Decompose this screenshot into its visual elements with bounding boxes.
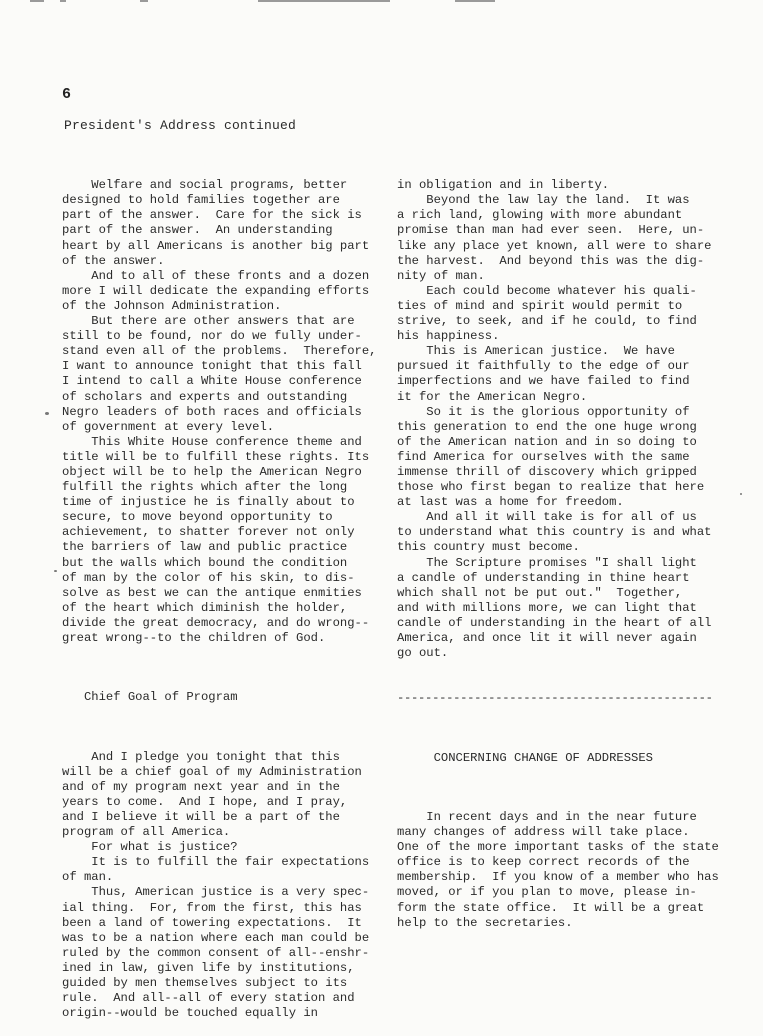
left-text-block-1: Welfare and social programs, better designed to hold families together are part of the answer. Care for the sick is part of the answer. An understanding heart by all Americans is another big part of the answer. And to all of these fronts and a dozen more I will dedicate the expanding efforts of the Johnson Administration. But there are other answers that are still to be found, nor do we fully under- stand even all of the problems. Therefore, I want to announce tonight that this fall I intend to call a White House conference of scholars and experts and outstanding Negro leaders of both races and officials of government at every level. This White House conference theme and title will be to fulfill these rights. Its object will be to help the American Negro fulfill the rights which after the long time of injustice he is finally about to secure, to move beyond opportunity to achievement, to shatter forever not only the barriers of law and public practice but the walls which bound the condition of man by the color of his skin, to dis- solve as best we can the antique enmities of the heart which diminish the holder, divide the great democracy, and do wrong-- great wrong--to the children of God. bbox=[62, 178, 377, 645]
section-subhead: Chief Goal of Program bbox=[62, 690, 238, 705]
scan-mark bbox=[140, 0, 148, 2]
right-text-block-1: in obligation and in liberty. Beyond the law lay the land. It was a rich land, glowing with more abundant promise than man had ever seen. Here, un- like any place yet known, all were to share the harvest. And beyond this was the dig- nity of man. Each could become whatever his quali- ties of mind and spirit would permit to strive, to seek, and if he could, to find his happiness. This is American justice. We have pursued it faithfully to the edge of our imperfections and we have failed to find it for the American Negro. So it is the glorious opportunity of this generation to end the one huge wrong of the American nation and in so doing to find America for ourselves with the same immense thrill of discovery which gripped those who first began to realize that here at last was a home for freedom. And all it will take is for all of us to understand what this country is and what this country must become. The Scripture promises "I shall light a candle of understanding in thine heart which shall not be put out." Together, and with millions more, we can light that candle of understanding in the heart of all America, and once lit it will never again go out. bbox=[397, 178, 712, 661]
right-column bbox=[397, 148, 732, 946]
running-head: President's Address continued bbox=[64, 118, 297, 133]
scan-speck bbox=[54, 570, 57, 572]
left-column bbox=[62, 148, 392, 1036]
left-text-block-2: And I pledge you tonight that this will be a chief goal of my Administration and of my program next year and in the years to come. And I hope, and I pray, and I believe it will be a part of the program of all America. For what is justice? It is to fulfill the fair expectations of man. Thus, American justice is a very spec- ial thing. For, from the first, this has been a land of towering expectations. It was to be a nation where each man could be ruled by the common consent of all--enshr- ined in law, given life by institutions, guided by men themselves subject to its rule. And all--all of every station and origin--would be touched equally in bbox=[62, 749, 370, 1021]
scan-mark bbox=[60, 0, 66, 2]
dashed-rule: --------------------------------------------- bbox=[397, 691, 713, 706]
scan-speck bbox=[45, 412, 49, 415]
scan-mark bbox=[30, 0, 44, 2]
scan-mark bbox=[258, 0, 390, 2]
scan-speck bbox=[740, 493, 742, 495]
page-number: 6 bbox=[62, 86, 72, 103]
scan-mark bbox=[455, 0, 495, 2]
notice-heading: CONCERNING CHANGE OF ADDRESSES bbox=[397, 750, 653, 765]
notice-body: In recent days and in the near future many changes of address will take place. One of the more important tasks of the state office is to keep correct records of the membership. If you know of a member who has moved, or if you plan to move, please in- form the state office. It will be a great help to the secretaries. bbox=[397, 809, 719, 930]
